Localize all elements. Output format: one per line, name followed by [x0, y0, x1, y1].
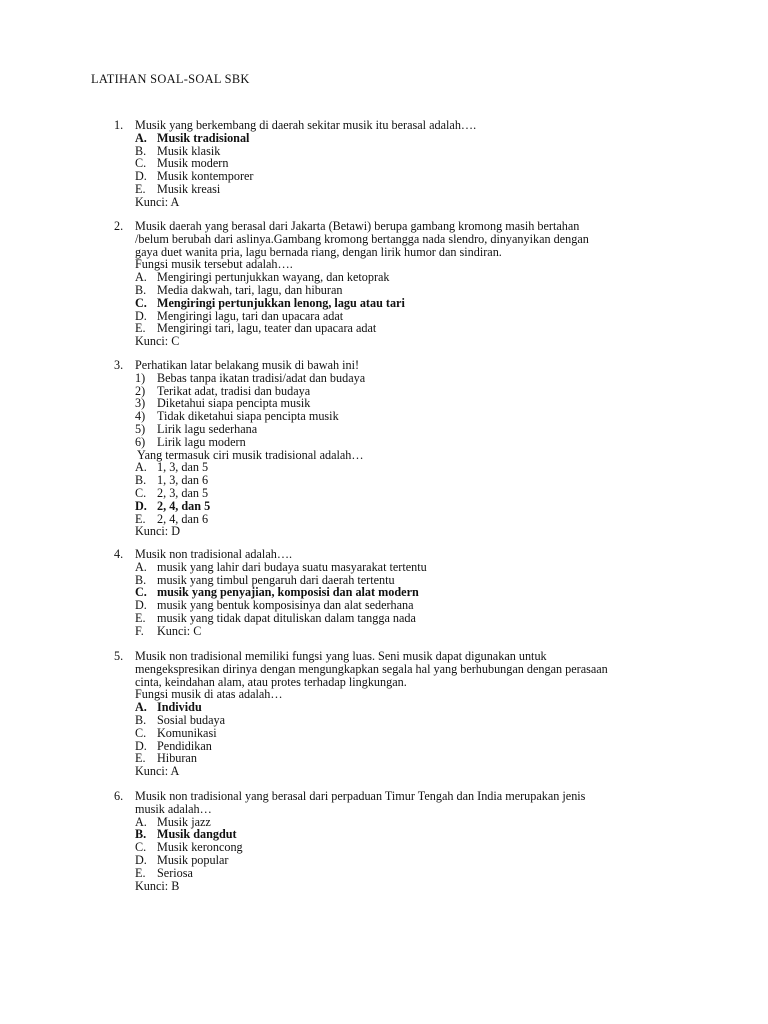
question-stem-line: Fungsi musik tersebut adalah…. — [135, 257, 293, 272]
answer-option-a: A. Musik jazz — [135, 814, 211, 829]
answer-option-b: B. 1, 3, dan 6 — [135, 473, 209, 488]
answer-option-d: D. Musik popular — [135, 852, 229, 867]
answer-option-e: E. 2, 4, dan 6 — [135, 511, 209, 526]
answer-option-c: C. 2, 3, dan 5 — [135, 485, 209, 500]
answer-option-c: C. Mengiringi pertunjukkan lenong, lagu atau tari — [135, 295, 405, 310]
answer-option-c: C. musik yang penyajian, komposisi dan alat modern — [135, 585, 419, 600]
answer-option-e: E. Hiburan — [135, 751, 197, 766]
question-number: 3. — [114, 358, 124, 372]
question-stem-line: Musik non tradisional yang berasal dari perpaduan Timur Tengah dan India merupakan jenis — [135, 789, 586, 803]
statement-item: 1) Bebas tanpa ikatan tradisi/adat dan budaya — [135, 370, 366, 385]
question-stem-line: musik adalah… — [135, 801, 212, 816]
answer-key: Kunci: A — [135, 764, 180, 779]
answer-option-a: A. Musik tradisional — [135, 130, 250, 145]
question-stem-line: cinta, keindahan alam, atau protes terhadap lingkungan. — [135, 674, 407, 689]
answer-option-e: E. musik yang tidak dapat dituliskan dalam tangga nada — [135, 610, 416, 625]
statement-item: 5) Lirik lagu sederhana — [135, 421, 258, 436]
answer-option-b: B. Musik klasik — [135, 143, 221, 158]
answer-option-d: D. musik yang bentuk komposisinya dan alat sederhana — [135, 598, 414, 613]
answer-key: Kunci: B — [135, 878, 180, 893]
answer-option-b: B. Media dakwah, tari, lagu, dan hiburan — [135, 282, 343, 297]
question-3 — [114, 359, 694, 538]
answer-option-b: B. Sosial budaya — [135, 712, 226, 727]
answer-option-b: B. musik yang timbul pengaruh dari daerah tertentu — [135, 572, 395, 587]
answer-option-c: C. Musik keroncong — [135, 840, 243, 855]
answer-option-e: E. Mengiringi tari, lagu, teater dan upacara adat — [135, 321, 377, 336]
question-stem-line: Perhatikan latar belakang musik di bawah ini! — [135, 358, 360, 372]
question-6 — [114, 790, 694, 892]
answer-option-d: D. Mengiringi lagu, tari dan upacara adat — [135, 308, 344, 323]
answer-key: Kunci: A — [135, 194, 180, 209]
statement-item: 2) Terikat adat, tradisi dan budaya — [135, 383, 311, 398]
statement-item: 6) Lirik lagu modern — [135, 434, 246, 449]
question-stem-line: /belum berubah dari aslinya.Gambang kromong bertangga nada slendro, dinyanyikan dengan — [135, 231, 589, 246]
answer-key: Kunci: D — [135, 524, 181, 539]
answer-option-a: A. musik yang lahir dari budaya suatu masyarakat tertentu — [135, 559, 427, 574]
question-number: 6. — [114, 789, 124, 803]
question-stem-line: mengekspresikan dirinya dengan mengungkapkan segala hal yang berhubungan dengan perasaan — [135, 661, 608, 676]
question-stem-line: gaya duet wanita pria, lagu bernada riang, dengan lirik humor dan sindiran. — [135, 244, 502, 259]
answer-option-a: A. Mengiringi pertunjukkan wayang, dan ketoprak — [135, 270, 390, 285]
question-1 — [114, 119, 694, 209]
statement-item: 4) Tidak diketahui siapa pencipta musik — [135, 409, 339, 424]
question-stem-line: Musik non tradisional adalah…. — [135, 547, 293, 561]
question-stem-line: Musik yang berkembang di daerah sekitar musik itu berasal adalah…. — [135, 118, 477, 132]
question-number: 1. — [114, 118, 124, 132]
answer-option-d: D. Pendidikan — [135, 738, 212, 753]
answer-option-d: D. Musik kontemporer — [135, 169, 254, 184]
question-4 — [114, 548, 694, 638]
question-stem-line: Musik daerah yang berasal dari Jakarta (Betawi) berupa gambang kromong masih bertahan — [135, 219, 580, 233]
question-stem-line: Musik non tradisional memiliki fungsi yang luas. Seni musik dapat digunakan untuk — [135, 649, 547, 663]
question-number: 5. — [114, 649, 124, 663]
statement-item: 3) Diketahui siapa pencipta musik — [135, 396, 311, 411]
answer-option-c: C. Komunikasi — [135, 725, 217, 740]
answer-option-f: F. Kunci: C — [135, 623, 202, 638]
question-stem-line: Fungsi musik di atas adalah… — [135, 687, 283, 702]
answer-option-a: A. Individu — [135, 700, 202, 715]
answer-option-d: D. 2, 4, dan 5 — [135, 498, 211, 513]
answer-option-e: E. Musik kreasi — [135, 181, 221, 196]
document-title: LATIHAN SOAL-SOAL SBK — [91, 72, 250, 86]
question-5 — [114, 650, 694, 778]
answer-option-b: B. Musik dangdut — [135, 827, 237, 842]
question-2 — [114, 220, 694, 348]
answer-option-e: E. Seriosa — [135, 865, 193, 880]
answer-key: Kunci: C — [135, 334, 180, 349]
answer-option-c: C. Musik modern — [135, 156, 229, 171]
question-prompt: Yang termasuk ciri musik tradisional adalah… — [137, 447, 364, 462]
question-number: 4. — [114, 547, 124, 561]
answer-option-a: A. 1, 3, dan 5 — [135, 460, 209, 475]
question-number: 2. — [114, 219, 124, 233]
